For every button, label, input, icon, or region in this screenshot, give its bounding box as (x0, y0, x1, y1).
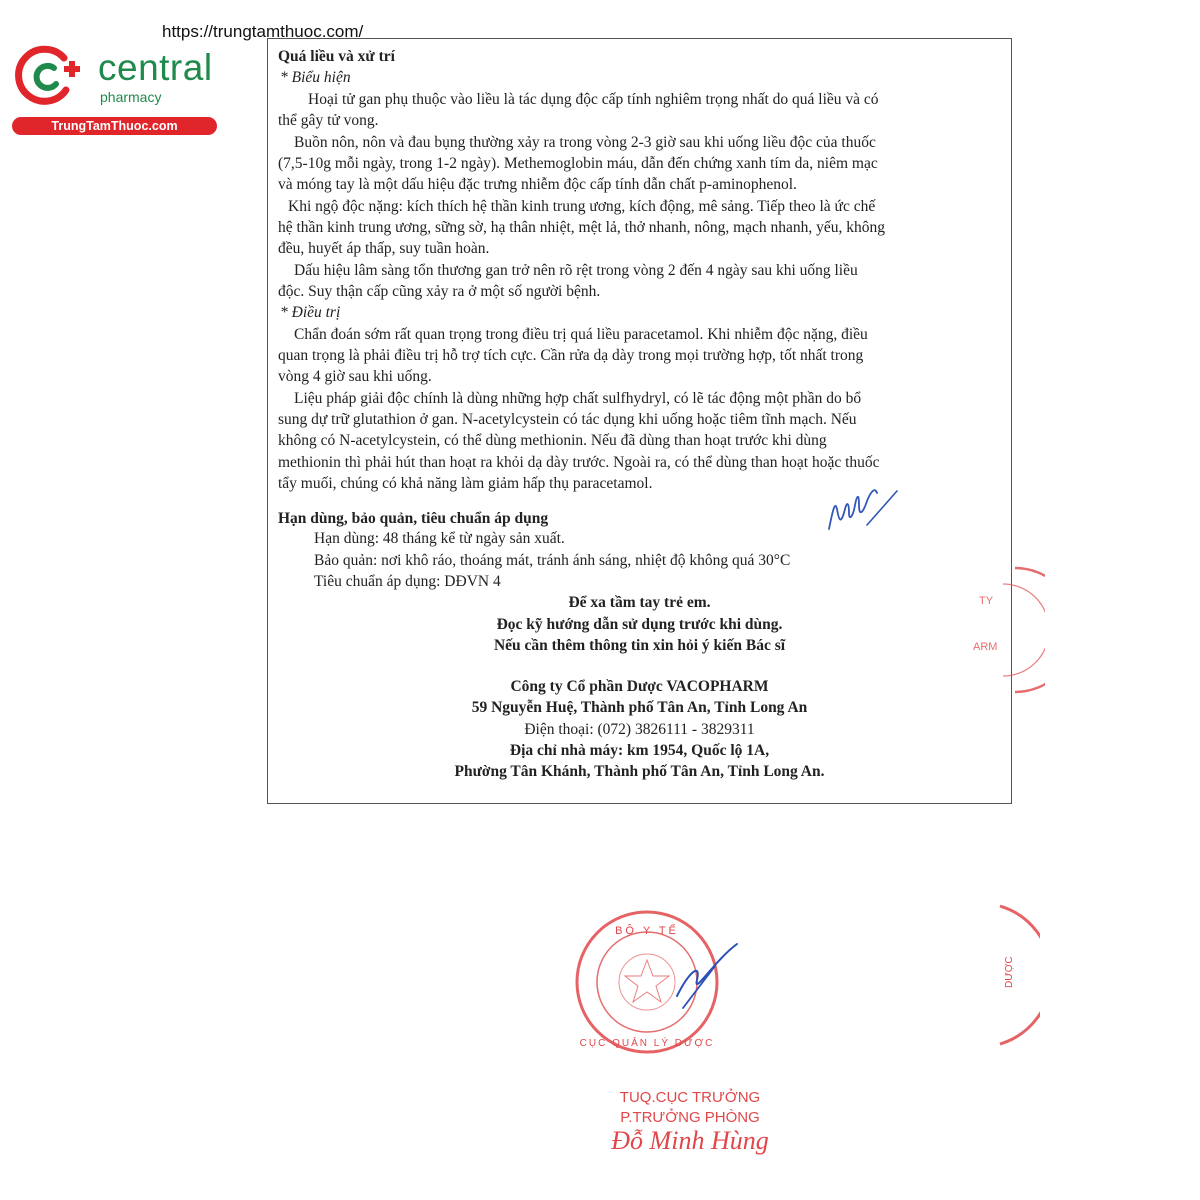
paragraph-line: đều, huyết áp thấp, suy tuần hoàn. (278, 240, 490, 257)
treatment-heading: * Điều trị (280, 304, 341, 321)
paragraph-line: thể gây tử vong. (278, 112, 379, 129)
seal-bottom-text: CỤC QUẢN LÝ DƯỢC (579, 1038, 715, 1049)
logo-tagline: pharmacy (100, 89, 162, 105)
company-phone: Điện thoại: (072) 3826111 - 3829311 (524, 721, 755, 738)
paragraph-line: Hoại tử gan phụ thuộc vào liều là tác dụng độc cấp tính nghiêm trọng nhất do quá liều và có (308, 91, 879, 108)
central-pharmacy-logo (12, 36, 217, 136)
company-address: 59 Nguyễn Huệ, Thành phố Tân An, Tỉnh Long An (471, 699, 808, 716)
partial-seal-text: DƯỢC (1004, 956, 1015, 988)
paragraph-line: Khi ngộ độc nặng: kích thích hệ thần kinh trung ương, kích động, mê sảng. Tiếp theo là ức chế (288, 198, 876, 215)
storage-line: Hạn dùng: 48 tháng kể từ ngày sản xuất. (314, 530, 565, 547)
logo-site-banner: TrungTamThuoc.com (12, 117, 217, 135)
paragraph-line: quan trọng là phải điều trị hỗ trợ tích cực. Cần rửa dạ dày trong mọi trường hợp, tốt nhất trong (278, 347, 864, 364)
storage-heading: Hạn dùng, bảo quản, tiêu chuẩn áp dụng (278, 510, 549, 527)
paragraph-line: hệ thần kinh trung ương, sững sờ, hạ thân nhiệt, mệt lả, thở nhanh, nông, mạch nhanh, yếu, không (278, 219, 886, 236)
symptoms-heading: * Biểu hiện (280, 69, 351, 86)
warning-line: Nếu cần thêm thông tin xin hỏi ý kiến Bác sĩ (493, 637, 786, 654)
handwritten-initials (823, 479, 903, 539)
paragraph-line: không có N-acetylcystein, có thể dùng methionin. Nếu đã dùng than hoạt trước khi dùng (278, 432, 827, 449)
factory-address-line: Phường Tân Khánh, Thành phố Tân An, Tỉnh Long An. (454, 763, 825, 780)
paragraph-line: Liệu pháp giải độc chính là dùng những hợp chất sulfhydryl, có lẽ tác động một phần do bổ (294, 390, 862, 407)
paragraph-line: sung dự trữ glutathion ở gan. N-acetylcystein có tác dụng khi uống hoặc tiêm tĩnh mạch. Nếu (278, 411, 857, 428)
paragraph-line: độc. Suy thận cấp cũng xảy ra ở một số người bệnh. (278, 283, 601, 300)
warning-line: Đọc kỹ hướng dẫn sử dụng trước khi dùng. (496, 616, 783, 633)
logo-wordmark: central (98, 47, 213, 88)
paragraph-line: Dấu hiệu lâm sàng tổn thương gan trở nên rõ rệt trong vòng 2 đến 4 ngày sau khi uống liều (294, 262, 858, 279)
source-url[interactable]: https://trungtamthuoc.com/ (162, 22, 364, 41)
paragraph-line: Chẩn đoán sớm rất quan trọng trong điều trị quá liều paracetamol. Khi nhiễm độc nặng, điều (294, 326, 868, 343)
paragraph-line: (7,5-10g mỗi ngày, trong 1-2 ngày). Methemoglobin máu, dẫn đến chứng xanh tím da, niêm mạc (278, 155, 878, 172)
partial-seal-stamp (990, 900, 1040, 1050)
paragraph-line: Buồn nôn, nôn và đau bụng thường xảy ra trong vòng 2-3 giờ sau khi uống liều độc của thuốc (294, 134, 876, 151)
company-seal-stamp (945, 560, 1045, 700)
company-name: Công ty Cổ phần Dược VACOPHARM (510, 678, 769, 695)
approver-name: Đỗ Minh Hùng (611, 1126, 769, 1155)
svg-text:TY: TY (979, 595, 994, 607)
approver-title-line: P.TRƯỞNG PHÒNG (620, 1109, 760, 1126)
approver-title-line: TUQ.CỤC TRƯỞNG (619, 1089, 761, 1106)
paragraph-line: methionin thì phải hút than hoạt ra khỏi dạ dày trước. Ngoài ra, có thể dùng than hoạt hoặc thuốc (278, 454, 880, 471)
storage-line: Tiêu chuẩn áp dụng: DĐVN 4 (314, 573, 501, 590)
pharmacy-cross-icon (12, 38, 82, 108)
paragraph-line: và móng tay là một dấu hiệu đặc trưng nhiễm độc cấp tính dẫn chất p-aminophenol. (278, 176, 797, 193)
ministry-seal-stamp (565, 900, 745, 1070)
paragraph-line: vòng 4 giờ sau khi uống. (278, 368, 432, 385)
warning-line: Để xa tầm tay trẻ em. (568, 594, 711, 611)
company-stamp-text: ARM (973, 641, 998, 653)
leaflet-panel (267, 38, 1012, 804)
paragraph-line: tẩy muối, chúng có khả năng làm giảm hấp thụ paracetamol. (278, 475, 653, 492)
overdose-heading: Quá liều và xử trí (278, 48, 395, 65)
seal-top-text: BỘ Y TẾ (615, 925, 679, 937)
storage-line: Bảo quản: nơi khô ráo, thoáng mát, tránh ánh sáng, nhiệt độ không quá 30°C (314, 552, 791, 569)
factory-address-line: Địa chỉ nhà máy: km 1954, Quốc lộ 1A, (509, 742, 770, 759)
approver-title (560, 1088, 820, 1128)
